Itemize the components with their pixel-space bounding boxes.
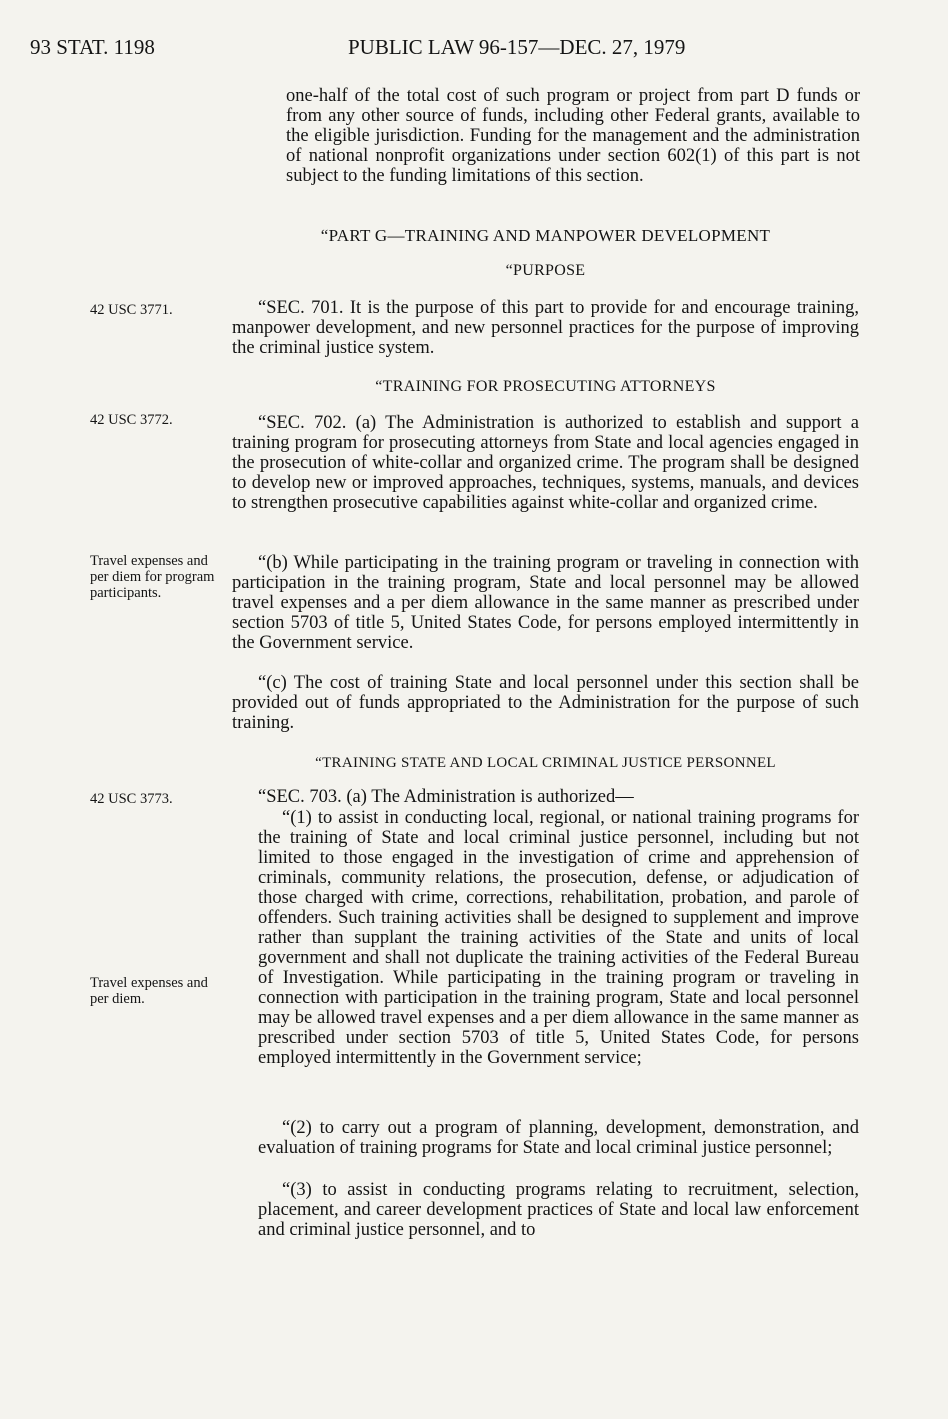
- intro-paragraph: one-half of the total cost of such program or project from part D funds or from any other source of funds, including other Federal grants, available to the eligible jurisdiction. Funding for the management and the administration of national nonprofit organizations under section 602(1) of this part is not subject to the funding limitations of this section.: [286, 86, 860, 186]
- sec-702c-paragraph: “(c) The cost of training State and local personnel under this section shall be provided out of funds appropriated to the Administration for the purpose of such training.: [232, 673, 859, 733]
- part-g-heading: “PART G—TRAINING AND MANPOWER DEVELOPMENT: [320, 226, 771, 245]
- margin-note-42-usc-3773: 42 USC 3773.: [90, 791, 173, 807]
- sec-703a-paragraph: “SEC. 703. (a) The Administration is authorized—: [258, 787, 634, 807]
- page-header: [30, 35, 910, 65]
- public-law-title: PUBLIC LAW 96-157—DEC. 27, 1979: [348, 35, 686, 59]
- margin-note-42-usc-3772: 42 USC 3772.: [90, 412, 173, 428]
- purpose-heading: “PURPOSE: [505, 262, 586, 279]
- statute-page-number: 93 STAT. 1198: [30, 35, 155, 59]
- item-2-paragraph: “(2) to carry out a program of planning, development, demonstration, and evaluation of training programs for State and local criminal justice personnel;: [258, 1118, 859, 1158]
- item-1-paragraph: “(1) to assist in conducting local, regional, or national training programs for the training of State and local criminal justice personnel, including but not limited to those engaged in the investigation of crime and apprehension of criminals, community relations, the prosecution, defense, or adjudication of those charged with crime, corrections, rehabilitation, probation, and parole of offenders. Such training activities shall be designed to supplement and improve rather than supplant the training activities of the State and units of local government and shall not duplicate the training activities of the Federal Bureau of Investigation. While participating in the training program or traveling in connection with participation in the training program, State and local personnel may be allowed travel expenses and a per diem allowance in the same manner as prescribed under section 5703 of title 5, United States Code, for persons employed intermittently in the Government service;: [258, 808, 859, 1068]
- sec-702a-paragraph: “SEC. 702. (a) The Administration is authorized to establish and support a training program for prosecuting attorneys from State and local agencies engaged in the prosecution of white-collar and organized crime. The program shall be designed to develop new or improved approaches, techniques, systems, manuals, and devices to strengthen prosecutive capabilities against white-collar and organized crime.: [232, 413, 859, 513]
- sec-702b-paragraph: “(b) While participating in the training program or traveling in connection with participation in the training program, State and local personnel may be allowed travel expenses and a per diem allowance in the same manner as prescribed under section 5703 of title 5, United States Code, for persons employed intermittently in the Government service.: [232, 553, 859, 653]
- margin-note-42-usc-3771: 42 USC 3771.: [90, 302, 173, 318]
- sec-701-paragraph: “SEC. 701. It is the purpose of this part to provide for and encourage training, manpower development, and new personnel practices for the purpose of improving the criminal justice system.: [232, 298, 859, 358]
- training-state-heading: “TRAINING STATE AND LOCAL CRIMINAL JUSTICE PERSONNEL: [315, 755, 776, 771]
- margin-note-travel-expenses-program: Travel expenses and per diem for program participants.: [90, 553, 215, 601]
- training-prosecuting-heading: “TRAINING FOR PROSECUTING ATTORNEYS: [375, 378, 716, 395]
- margin-note-travel-expenses: Travel expenses and per diem.: [90, 975, 208, 1007]
- item-3-paragraph: “(3) to assist in conducting programs relating to recruitment, selection, placement, and career development practices of State and local law enforcement and criminal justice personnel, and to: [258, 1180, 859, 1240]
